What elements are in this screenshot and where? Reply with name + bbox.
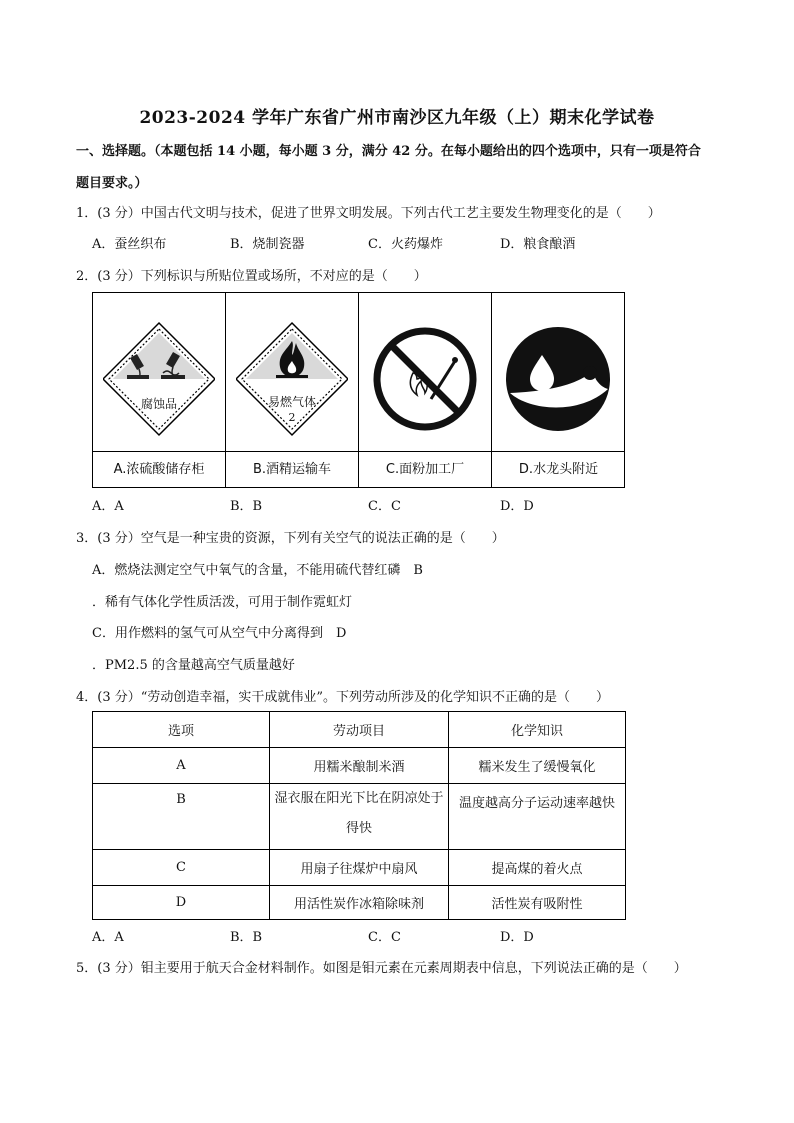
- table-cell: 温度越高分子运动速率越快: [449, 784, 626, 850]
- table-cell: 用活性炭作冰箱除味剂: [270, 886, 449, 920]
- q4-option-b[interactable]: B．B: [230, 930, 263, 945]
- table-header-cell: 化学知识: [449, 712, 626, 748]
- q2-stem: 2．(3 分）下列标识与所贴位置或场所，不对应的是（ ）: [76, 269, 427, 284]
- sign-a-caption: A.浓硫酸储存柜: [93, 451, 225, 487]
- sign-cell-b: [226, 293, 359, 487]
- q4-option-c[interactable]: C．C: [368, 930, 401, 945]
- sign-cell-a: [93, 293, 226, 487]
- q3-line-a[interactable]: A．燃烧法测定空气中氧气的含量，不能用硫代替红磷 B: [92, 563, 423, 578]
- table-header-cell: 选项: [93, 712, 270, 748]
- q2-option-a[interactable]: A．A: [92, 499, 124, 514]
- table-cell: 糯米发生了缓慢氧化: [449, 748, 626, 784]
- table-header-row: [93, 712, 626, 748]
- table-row: [93, 850, 626, 886]
- table-row: [93, 784, 626, 850]
- q1-option-d[interactable]: D．粮食酿酒: [500, 237, 576, 252]
- sign-d-caption: D.水龙头附近: [492, 451, 625, 487]
- q3-line-b[interactable]: ．稀有气体化学性质活泼，可用于制作霓虹灯: [92, 595, 353, 610]
- table-cell: D: [93, 886, 270, 920]
- table-cell: B: [93, 784, 270, 850]
- table-header-cell: 劳动项目: [270, 712, 449, 748]
- q2-option-c[interactable]: C．C: [368, 499, 401, 514]
- q4-option-d[interactable]: D．D: [500, 930, 534, 945]
- no-fire-sign-icon: [369, 303, 481, 443]
- q1-stem: 1．(3 分）中国古代文明与技术，促进了世界文明发展。下列古代工艺主要发生物理变化的是（ ）: [76, 206, 661, 221]
- sign-cell-d: [492, 293, 625, 487]
- q3-line-c[interactable]: C．用作燃料的氢气可从空气中分离得到 D: [92, 626, 347, 641]
- water-saving-sign-icon: [502, 303, 614, 443]
- table-cell: 提高煤的着火点: [449, 850, 626, 886]
- q1-option-a[interactable]: A．蚕丝织布: [92, 237, 167, 252]
- section-instructions-line2: 题目要求。）: [76, 176, 148, 191]
- table-cell: C: [93, 850, 270, 886]
- table-row: [93, 748, 626, 784]
- q2-option-d[interactable]: D．D: [500, 499, 534, 514]
- sign-cell-c: [359, 293, 492, 487]
- table-cell: 用扇子往煤炉中扇风: [270, 850, 449, 886]
- q2-sign-table: [92, 292, 625, 488]
- table-row: [93, 886, 626, 920]
- sign-a-text: 腐蚀品: [140, 397, 177, 411]
- sign-b-caption: B.酒精运输车: [226, 451, 358, 487]
- sign-b-text: 易燃气体: [267, 395, 316, 409]
- table-cell: 湿衣服在阳光下比在阴凉处于得快: [270, 784, 449, 850]
- corrosive-sign-icon: [103, 303, 215, 443]
- q1-option-b[interactable]: B．烧制瓷器: [230, 237, 305, 252]
- q3-line-d[interactable]: ．PM2.5 的含量越高空气质量越好: [92, 658, 295, 673]
- section-instructions-line1: 一、选择题。（本题包括 14 小题，每小题 3 分，满分 42 分。在每小题给出的四个选项中，只有一项是符合: [76, 144, 701, 159]
- q5-stem: 5．(3 分）钼主要用于航天合金材料制作。如图是钼元素在元素周期表中信息，下列说法正确的是（ ）: [76, 961, 687, 976]
- table-cell: 用糯米酿制米酒: [270, 748, 449, 784]
- q4-option-a[interactable]: A．A: [92, 930, 124, 945]
- q1-option-c[interactable]: C．火药爆炸: [368, 237, 443, 252]
- sign-b-number: 2: [288, 411, 296, 424]
- table-cell: A: [93, 748, 270, 784]
- q2-option-b[interactable]: B．B: [230, 499, 263, 514]
- q3-stem: 3．(3 分）空气是一种宝贵的资源，下列有关空气的说法正确的是（ ）: [76, 531, 505, 546]
- q4-stem: 4．(3 分）“劳动创造幸福，实干成就伟业”。下列劳动所涉及的化学知识不正确的是（ ）: [76, 690, 610, 705]
- sign-c-caption: C.面粉加工厂: [359, 451, 491, 487]
- table-cell: 活性炭有吸附性: [449, 886, 626, 920]
- q4-knowledge-table: [92, 711, 626, 920]
- exam-title: 2023-2024 学年广东省广州市南沙区九年级（上）期末化学试卷: [139, 108, 655, 128]
